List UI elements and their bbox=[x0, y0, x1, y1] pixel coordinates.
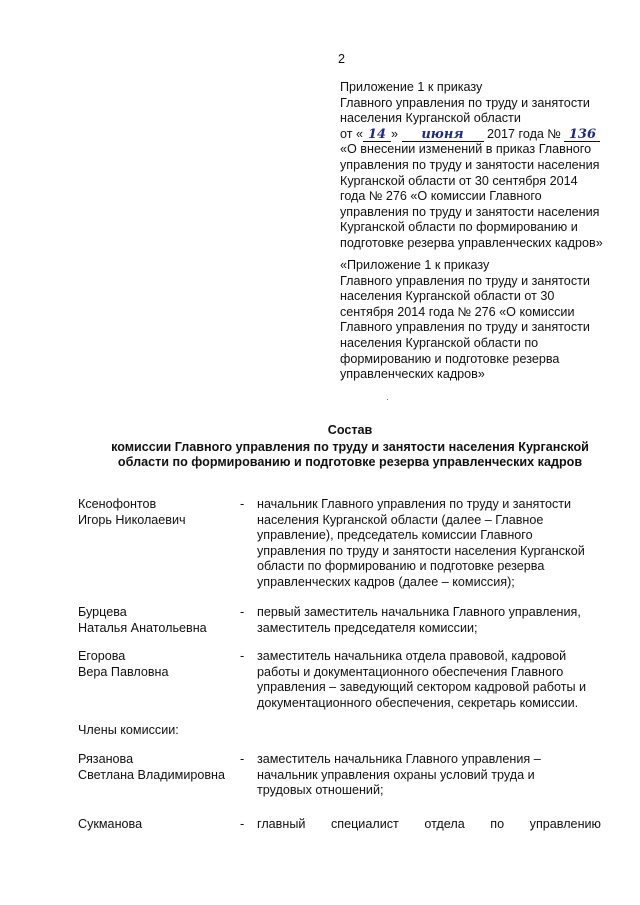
member-entry bbox=[78, 605, 602, 649]
member-surname: Рязанова bbox=[78, 752, 134, 766]
member-entry bbox=[78, 497, 602, 605]
member-entry bbox=[78, 649, 602, 757]
member-description-line: заместитель начальника отдела правовой, кадровой bbox=[257, 649, 567, 663]
members-list-continued bbox=[78, 752, 602, 837]
appendix-title-line: «О внесении изменений в приказ Главного bbox=[340, 142, 592, 157]
member-given-name: Игорь Николаевич bbox=[78, 512, 186, 527]
member-description-line: документационного обеспечения, секретарь комиссии. bbox=[257, 695, 579, 710]
appendix-title-line: управления по труду и занятости населения bbox=[340, 204, 600, 219]
prior-appendix-line: Главного управления по труду и занятости bbox=[340, 320, 590, 335]
member-description-line: заместитель председателя комиссии; bbox=[257, 620, 478, 635]
member-dash: - bbox=[240, 497, 245, 511]
member-entry bbox=[78, 817, 602, 837]
prior-appendix-line: населения Курганской области по bbox=[340, 335, 539, 350]
order-number-handwritten: 136 bbox=[564, 128, 600, 142]
member-description-line: области по формированию и подготовке резерва bbox=[257, 559, 545, 574]
member-description bbox=[257, 497, 601, 591]
member-dash: - bbox=[240, 605, 245, 619]
member-name bbox=[78, 605, 238, 636]
member-given-name: Светлана Владимировна bbox=[78, 767, 226, 782]
member-surname: Егорова bbox=[78, 649, 126, 663]
member-description-line: населения Курганской области (далее – Главное bbox=[257, 512, 544, 527]
appendix-line: Приложение 1 к приказу bbox=[340, 80, 483, 94]
member-surname: Ксенофонтов bbox=[78, 497, 157, 511]
member-dash: - bbox=[240, 649, 245, 663]
document-subtitle-line: области по формированию и подготовке резерва управленческих кадров bbox=[117, 455, 583, 470]
order-day-handwritten: 14 bbox=[363, 128, 391, 142]
member-description-line: первый заместитель начальника Главного управления, bbox=[257, 605, 581, 619]
appendix-line: Главного управления по труду и занятости bbox=[340, 95, 590, 110]
appendix-title-line: управления по труду и занятости населения bbox=[340, 157, 600, 172]
appendix-line: населения Курганской области bbox=[340, 111, 521, 126]
appendix-title-line: подготовке резерва управленческих кадров» bbox=[340, 235, 603, 250]
page-number: 2 bbox=[338, 52, 346, 66]
appendix-title-line: года № 276 «О комиссии Главного bbox=[340, 189, 542, 204]
member-description-line: начальник управления охраны условий труда и bbox=[257, 767, 535, 782]
order-year: 2017 года № bbox=[487, 126, 561, 141]
member-description-line: управление), председатель комиссии Главного bbox=[257, 528, 533, 543]
member-dash: - bbox=[240, 752, 245, 766]
member-entry bbox=[78, 752, 602, 817]
prior-appendix-line: сентября 2014 года № 276 «О комиссии bbox=[340, 304, 575, 319]
prior-appendix-line: формированию и подготовке резерва bbox=[340, 351, 560, 366]
member-description bbox=[257, 605, 601, 636]
member-description bbox=[257, 649, 601, 711]
order-date-line bbox=[340, 127, 622, 143]
appendix-header bbox=[340, 80, 622, 252]
document-heading bbox=[60, 423, 640, 471]
member-description-line: управления по труду и занятости населения Курганской bbox=[257, 543, 585, 558]
document-subtitle-line: комиссии Главного управления по труду и занятости населения Курганской bbox=[111, 439, 589, 454]
member-description-line: трудовых отношений; bbox=[257, 783, 384, 798]
member-description-line: главный специалист отдела по управлению bbox=[257, 817, 601, 831]
prior-appendix-line: Главного управления по труду и занятости bbox=[340, 273, 590, 288]
prior-appendix-line: управленческих кадров» bbox=[340, 367, 485, 382]
member-description bbox=[257, 817, 601, 833]
order-from: от « bbox=[340, 126, 363, 141]
member-name bbox=[78, 752, 238, 783]
member-surname: Бурцева bbox=[78, 605, 127, 619]
member-given-name: Вера Павловна bbox=[78, 664, 169, 679]
member-name bbox=[78, 817, 238, 833]
order-month-handwritten: июня bbox=[402, 128, 484, 142]
members-list bbox=[78, 497, 602, 757]
member-description-line: управления – заведующий сектором кадровой работы и bbox=[257, 680, 587, 695]
member-name bbox=[78, 497, 238, 528]
scan-speck: · bbox=[386, 394, 389, 404]
member-description bbox=[257, 752, 601, 799]
order-sep: » bbox=[391, 126, 399, 141]
prior-appendix-line: населения Курганской области от 30 bbox=[340, 289, 555, 304]
member-given-name: Наталья Анатольевна bbox=[78, 620, 207, 635]
member-surname: Сукманова bbox=[78, 817, 143, 831]
appendix-title-line: Курганской области от 30 сентября 2014 bbox=[340, 173, 578, 188]
member-description-line: заместитель начальника Главного управления – bbox=[257, 752, 541, 766]
member-dash: - bbox=[240, 817, 245, 831]
member-description-line: начальник Главного управления по труду и занятости bbox=[257, 497, 572, 511]
member-description-line: управленческих кадров (далее – комиссия); bbox=[257, 574, 515, 589]
document-title: Состав bbox=[327, 423, 373, 437]
prior-appendix-line: «Приложение 1 к приказу bbox=[340, 258, 490, 272]
prior-appendix-block bbox=[340, 258, 615, 383]
appendix-title-line: Курганской области по формированию и bbox=[340, 220, 578, 235]
members-section-label: Члены комиссии: bbox=[78, 723, 179, 737]
member-description-line: работы и документационного обеспечения Главного bbox=[257, 664, 564, 679]
member-name bbox=[78, 649, 238, 680]
